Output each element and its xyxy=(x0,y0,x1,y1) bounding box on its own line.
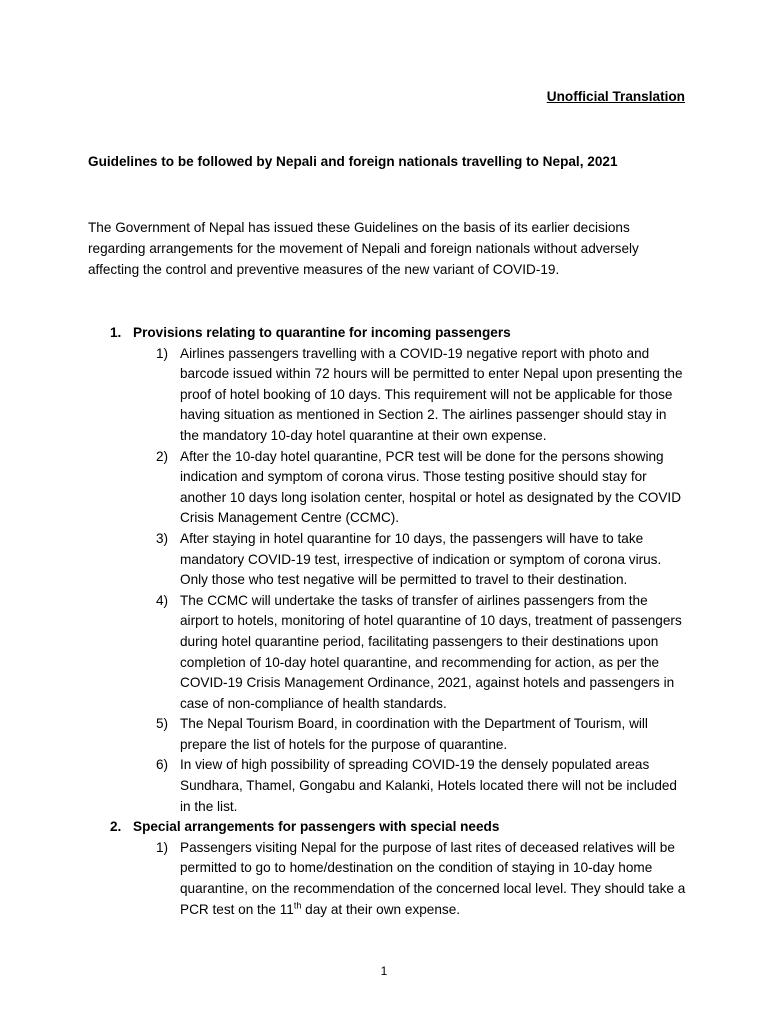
item-number: 1) xyxy=(156,345,169,361)
item-text-main: Passengers visiting Nepal for the purpose of last rites of deceased relatives will be permitted to go to home/destination on the condition of staying in 10-day home quarantine, on the recommendation of the concerned local level. They should take a PCR test on the 11 xyxy=(180,839,686,917)
page-number: 1 xyxy=(380,964,388,978)
item-text xyxy=(180,840,685,917)
item-number: 6) xyxy=(156,757,169,773)
item-number: 1) xyxy=(156,839,169,855)
translation-note: Unofficial Translation xyxy=(546,89,685,104)
document-title: Guidelines to be followed by Nepali and foreign nationals travelling to Nepal, 2021 xyxy=(88,154,618,169)
sections-list xyxy=(88,323,688,920)
list-item xyxy=(133,344,688,447)
list-item xyxy=(133,755,688,817)
item-text: In view of high possibility of spreading COVID-19 the densely populated areas Sundhara, Thamel, Gongabu and Kalanki, Hotels located there will not be included in the list. xyxy=(180,757,677,814)
section xyxy=(88,323,688,817)
list-item xyxy=(133,591,688,715)
ordinal-superscript: th xyxy=(293,900,302,911)
list-item xyxy=(133,838,688,920)
item-number: 4) xyxy=(156,592,169,608)
section-heading: Special arrangements for passengers with special needs xyxy=(133,819,500,835)
list-item xyxy=(133,447,688,529)
item-text: The Nepal Tourism Board, in coordination with the Department of Tourism, will prepare the list of hotels for the purpose of quarantine. xyxy=(180,716,648,752)
intro-paragraph: The Government of Nepal has issued these Guidelines on the basis of its earlier decisions regarding arrangements for the movement of Nepali and foreign nationals without adversely affecting the control and preventive measures of the new variant of COVID-19. xyxy=(88,220,639,277)
item-text: After the 10-day hotel quarantine, PCR test will be done for the persons showing indication and symptom of corona virus. Those testing positive should stay for another 10 days long isolation center, hospital or hotel as designated by the COVID Crisis Management Centre (CCMC). xyxy=(180,448,682,526)
item-text: Airlines passengers travelling with a COVID-19 negative report with photo and barcode issued within 72 hours will be permitted to enter Nepal upon presenting the proof of hotel booking of 10 days. This requirement will not be applicable for those having situation as mentioned in Section 2. The airlines passenger should stay in the mandatory 10-day hotel quarantine at their own expense. xyxy=(180,345,683,443)
section-number: 1. xyxy=(110,325,122,340)
section-items xyxy=(133,838,688,920)
section xyxy=(88,817,688,920)
item-text: The CCMC will undertake the tasks of transfer of airlines passengers from the airport to hotels, monitoring of hotel quarantine of 10 days, treatment of passengers during hotel quarantine period, facilitating passengers to their destinations upon completion of 10-day hotel quarantine, and recommending for action, as per the COVID-19 Crisis Management Ordinance, 2021, against hotels and passengers in case of non-compliance of health standards. xyxy=(180,592,682,711)
list-item xyxy=(133,529,688,591)
item-text-end: day at their own expense. xyxy=(301,901,461,917)
item-number: 5) xyxy=(156,716,169,732)
section-items xyxy=(133,344,688,818)
item-number: 2) xyxy=(156,448,169,464)
section-number: 2. xyxy=(110,819,122,835)
item-number: 3) xyxy=(156,530,169,546)
item-text: After staying in hotel quarantine for 10 days, the passengers will have to take mandatory COVID-19 test, irrespective of indication or symptom of corona virus. Only those who test negative will be permitted to travel to their destination. xyxy=(180,530,662,588)
section-heading: Provisions relating to quarantine for incoming passengers xyxy=(133,325,511,340)
list-item xyxy=(133,714,688,755)
